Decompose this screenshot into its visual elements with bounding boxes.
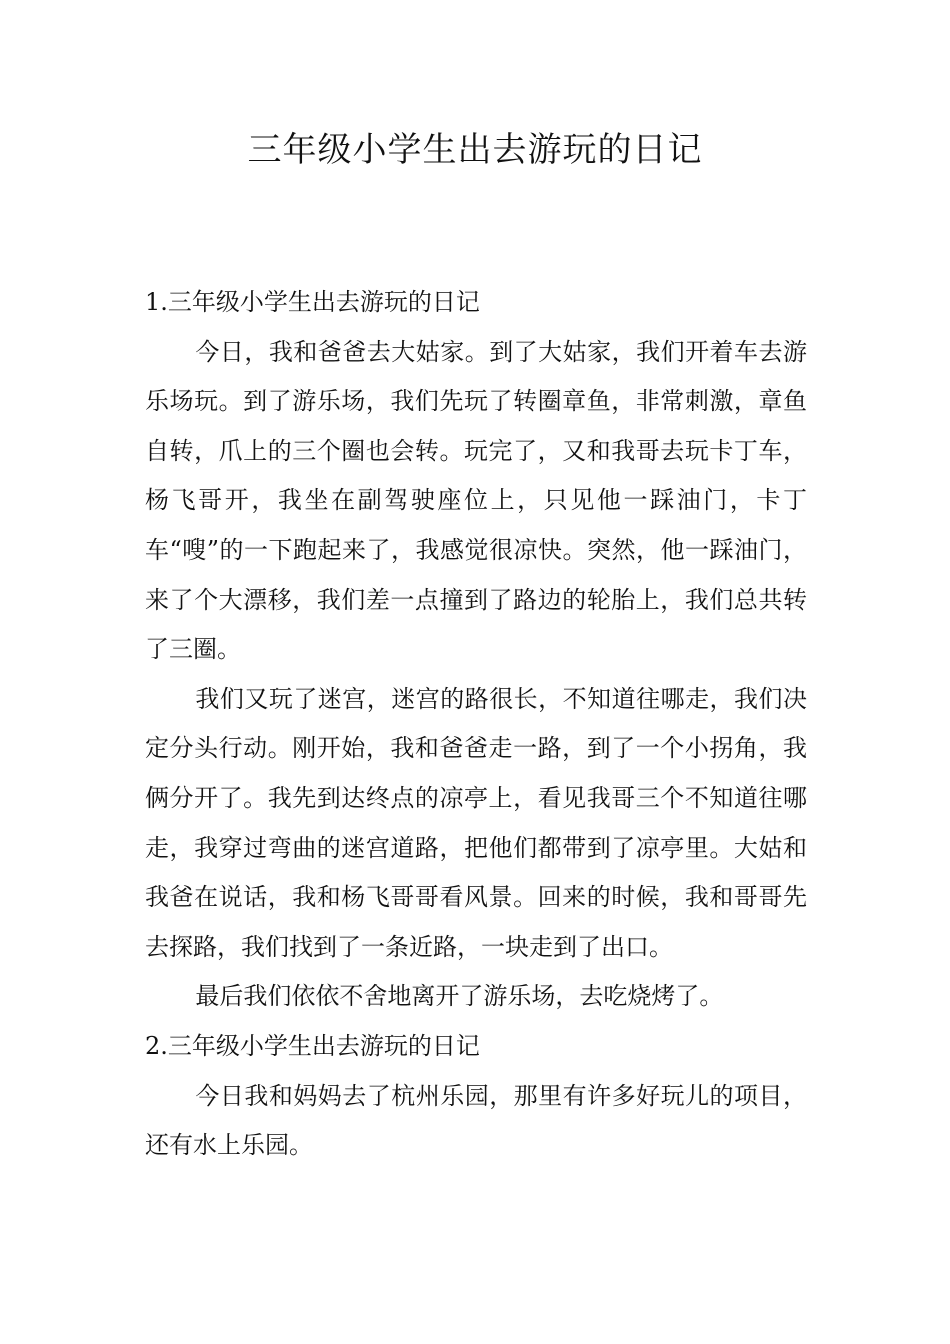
paragraph-1-2: 我们又玩了迷宫，迷宫的路很长，不知道往哪走，我们决定分头行动。刚开始，我和爸爸走一路，到了一个小拐角，我俩分开了。我先到达终点的凉亭上，看见我哥三个不知道往哪走，我穿过弯曲的迷宫道路，把他们都带到了凉亭里。大姑和我爸在说话，我和杨飞哥哥看风景。回来的时候，我和哥哥先去探路，我们找到了一条近路，一块走到了出口。 xyxy=(145,684,807,961)
paragraph-1-1: 今日，我和爸爸去大姑家。到了大姑家，我们开着车去游乐场玩。到了游乐场，我们先玩了转圈章鱼，非常刺激，章鱼自转，爪上的三个圈也会转。玩完了，又和我哥去玩卡丁车，杨飞哥开，我坐在副驾驶座位上，只见他一踩油门，卡丁车“嗖”的一下跑起来了，我感觉很凉快。突然，他一踩油门，来了个大漂移，我们差一点撞到了路边的轮胎上，我们总共转了三圈。 xyxy=(145,337,807,664)
paragraph-1-3: 最后我们依依不舍地离开了游乐场，去吃烧烤了。 xyxy=(195,982,724,1011)
section-heading-1: 1.三年级小学生出去游玩的日记 xyxy=(145,288,480,316)
document-body xyxy=(145,278,807,1171)
paragraph-2-1: 今日我和妈妈去了杭州乐园，那里有许多好玩儿的项目，还有水上乐园。 xyxy=(145,1081,807,1160)
section-heading-2: 2.三年级小学生出去游玩的日记 xyxy=(145,1031,480,1060)
document-title: 三年级小学生出去游玩的日记 xyxy=(247,130,703,170)
